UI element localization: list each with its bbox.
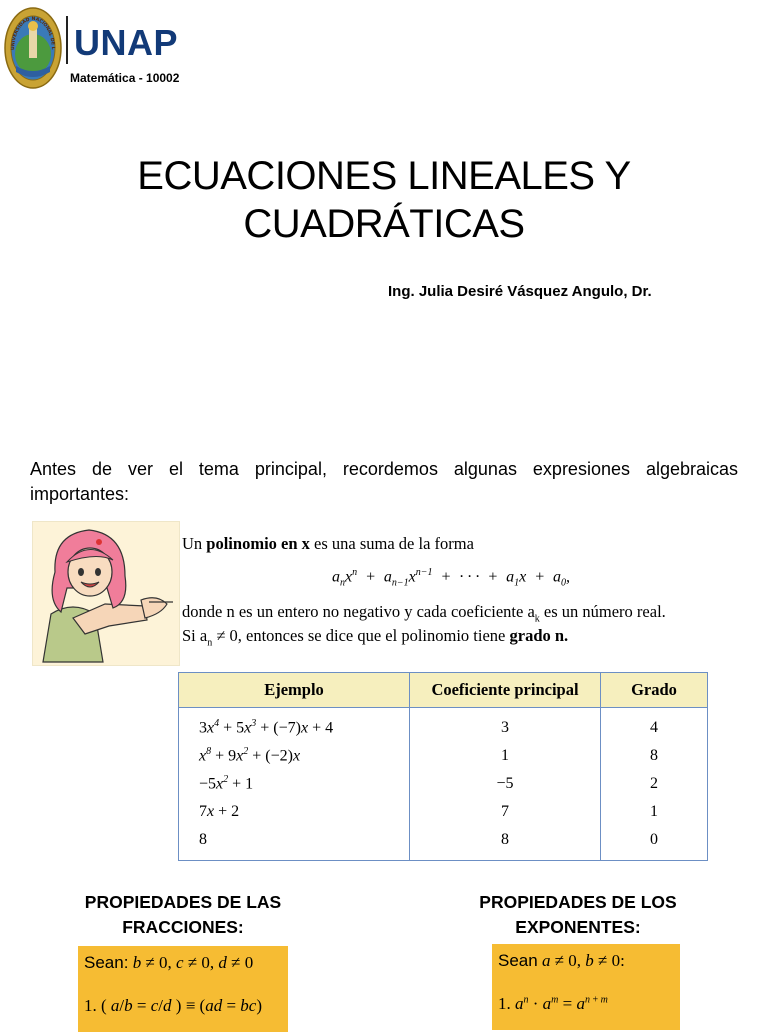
grado-cell: 2 bbox=[601, 770, 708, 798]
author-name: Ing. Julia Desiré Vásquez Angulo, Dr. bbox=[388, 283, 652, 300]
fractions-properties-box: Sean: b ≠ 0, c ≠ 0, d ≠ 0 1. ( a/b = c/d ) ≡ (ad = bc) bbox=[78, 946, 288, 1032]
exponents-property-1: 1. $a^n \cdot a^m = a^{n + m}$ bbox=[498, 994, 608, 1013]
grado-cell: 0 bbox=[601, 826, 708, 861]
table-row bbox=[179, 826, 708, 861]
table-row bbox=[179, 708, 708, 743]
fractions-sean-label: Sean: bbox=[84, 953, 129, 972]
polynomial-formula: $a_nx^n + a_{n-1}x^{n-1}$ + · · · + $a_1x + a_0$, bbox=[332, 567, 571, 589]
exponents-sean-label: Sean bbox=[498, 951, 538, 970]
coef-cell: 1 bbox=[410, 742, 601, 770]
poly-text-prefix: Un bbox=[182, 534, 207, 553]
example-cell: 7x + 2 bbox=[179, 798, 410, 826]
exponents-title-line-2: EXPONENTES: bbox=[515, 917, 641, 937]
coef-cell: −5 bbox=[410, 770, 601, 798]
fractions-title-line-1: PROPIEDADES DE LAS bbox=[84, 892, 282, 912]
polynomial-table bbox=[178, 672, 708, 861]
course-code: Matemática - 10002 bbox=[70, 71, 180, 85]
poly-line-4-mid: ≠ 0, entonces se dice que el polinomio tiene bbox=[212, 626, 510, 645]
intro-paragraph: Antes de ver el tema principal, recordemos algunas expresiones algebraicas importantes: bbox=[30, 459, 738, 504]
grado-cell: 4 bbox=[601, 708, 708, 743]
coef-cell: 8 bbox=[410, 826, 601, 861]
example-cell: 8 bbox=[179, 826, 410, 861]
table-header-row bbox=[179, 673, 708, 708]
coef-cell: 3 bbox=[410, 708, 601, 743]
girl-pointing-illustration bbox=[32, 521, 180, 666]
table-row bbox=[179, 742, 708, 770]
header-divider bbox=[66, 16, 68, 64]
exponents-properties-title bbox=[455, 890, 701, 940]
poly-line-4-sub: n bbox=[207, 637, 213, 649]
table-row bbox=[179, 798, 708, 826]
unap-seal-logo bbox=[4, 6, 62, 90]
brand-name: UNAP bbox=[74, 22, 179, 63]
page-title bbox=[0, 152, 768, 248]
example-cell: $-5x^2 + 1$ bbox=[179, 770, 410, 798]
grado-cell: 1 bbox=[601, 798, 708, 826]
poly-line-3-end: es un número real. bbox=[539, 602, 666, 621]
example-cell: $x^8 + 9x^2 + (-2)x$ bbox=[179, 742, 410, 770]
fractions-properties-title bbox=[60, 890, 306, 940]
table-row bbox=[179, 770, 708, 798]
exponents-properties-box: Sean a ≠ 0, b ≠ 0: 1. $a^n \cdot a^m = a^{n + m}$ bbox=[492, 944, 680, 1030]
header-grado: Grado bbox=[601, 673, 708, 708]
header-coeficiente: Coeficiente principal bbox=[410, 673, 601, 708]
svg-text:UNIVERSIDAD NACIONAL DE LA AMA: UNIVERSIDAD NACIONAL DE L bbox=[10, 16, 56, 51]
poly-text-suffix: es una suma de la forma bbox=[309, 534, 474, 553]
poly-line-4-prefix: Si a bbox=[182, 626, 208, 645]
fractions-title-line-2: FRACCIONES: bbox=[122, 917, 244, 937]
title-line-2: CUADRÁTICAS bbox=[243, 202, 525, 246]
title-line-1: ECUACIONES LINEALES Y bbox=[137, 154, 631, 198]
header-ejemplo: Ejemplo bbox=[179, 673, 410, 708]
exponents-title-line-1: PROPIEDADES DE LOS bbox=[479, 892, 677, 912]
coef-cell: 7 bbox=[410, 798, 601, 826]
poly-term-bold: polinomio en x bbox=[206, 534, 310, 553]
poly-line-4-bold: grado n. bbox=[509, 626, 569, 645]
poly-line-3-sub: k bbox=[534, 613, 540, 625]
poly-line-3: donde n es un entero no negativo y cada coeficiente a bbox=[182, 602, 535, 621]
example-cell: $3x^4 + 5x^3 + (-7)x + 4$ bbox=[179, 708, 410, 743]
fractions-property-1: 1. ( a/b = c/d ) ≡ (ad = bc) bbox=[84, 996, 263, 1015]
grado-cell: 8 bbox=[601, 742, 708, 770]
